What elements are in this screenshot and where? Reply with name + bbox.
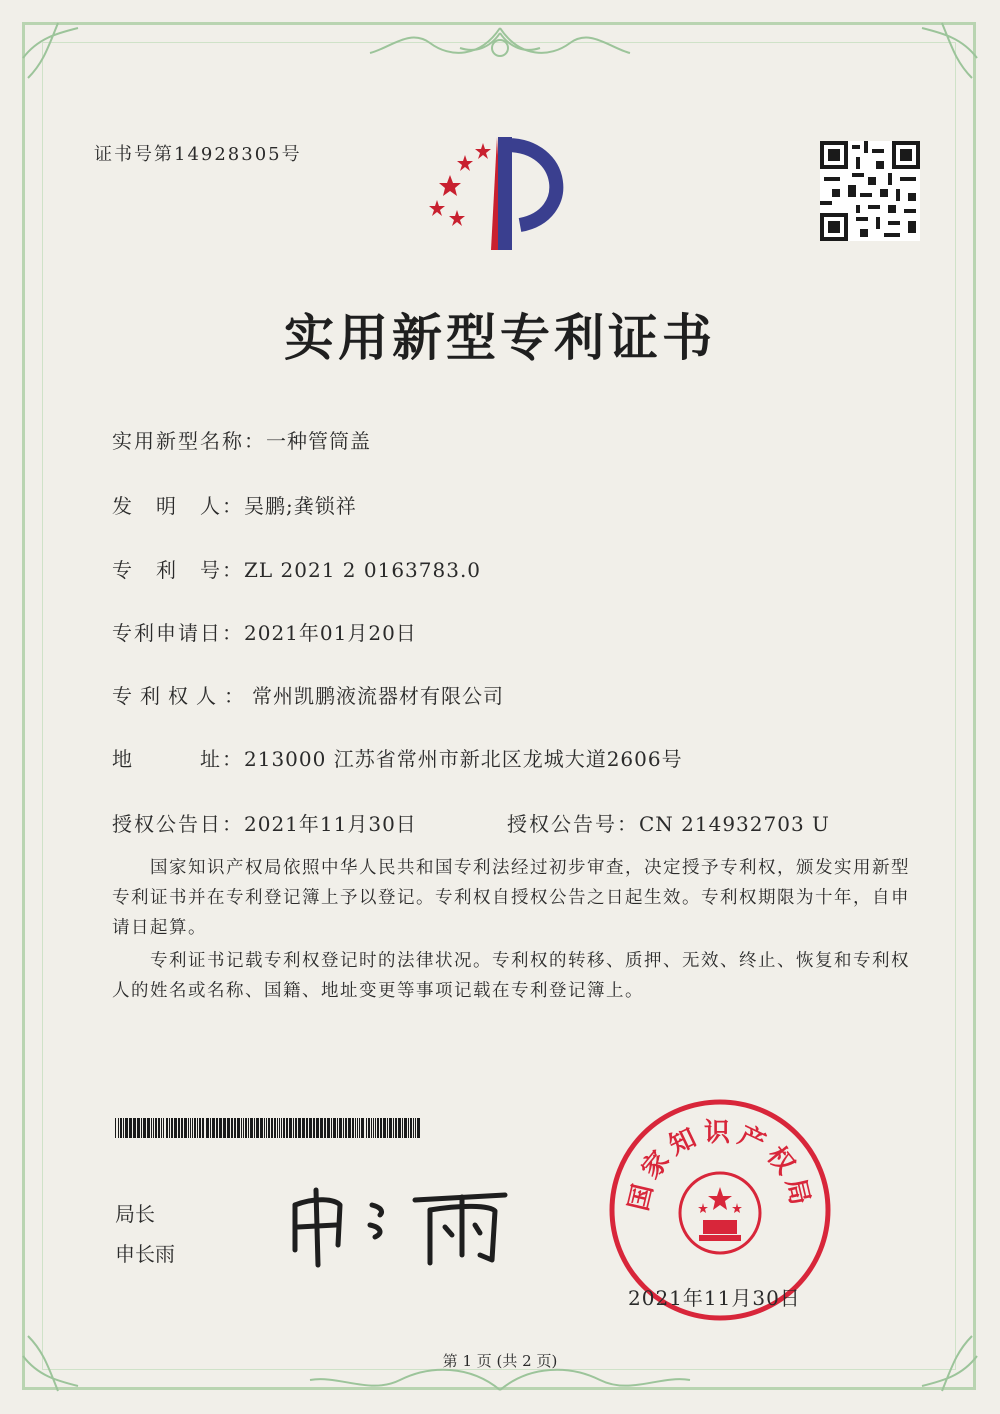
field-label: 授权公告日：: [112, 812, 244, 836]
field-label: 专利权人：: [112, 684, 252, 708]
field-value: ZL 2021 2 0163783.0: [244, 558, 482, 582]
signatory-name: 申长雨: [115, 1242, 175, 1266]
qr-code: [820, 140, 920, 242]
field-value: 一种管筒盖: [266, 429, 371, 453]
field-grant-number: [507, 808, 830, 837]
seal-text: 国家知识产权局: [623, 1118, 817, 1214]
field-patent-number: [112, 554, 481, 583]
legal-paragraph-1: 国家知识产权局依照中华人民共和国专利法经过初步审查，决定授予专利权，颁发实用新型专利证书并在专利登记簿上予以登记。专利权自授权公告之日起生效。专利权期限为十年，自申请日起算。: [112, 858, 910, 938]
field-application-date: [112, 617, 417, 646]
field-label: 发 明 人：: [112, 494, 244, 518]
field-value: CN 214932703 U: [639, 812, 830, 836]
field-inventor: [112, 490, 357, 519]
corner-ornament-tr: [902, 18, 982, 98]
field-label: 专 利 号：: [112, 558, 244, 582]
field-label: 实用新型名称：: [112, 429, 266, 453]
field-label: 专利申请日：: [112, 621, 244, 645]
field-value: 2021年11月30日: [244, 812, 417, 836]
top-ornament: [350, 18, 650, 78]
field-label: 地 址：: [112, 747, 244, 771]
handwritten-signature: [280, 1175, 520, 1270]
barcode: [115, 1118, 420, 1138]
field-value: 2021年01月20日: [244, 621, 417, 645]
field-label: 授权公告号：: [507, 812, 639, 836]
certificate-number: 证书号第14928305号: [94, 144, 302, 165]
field-value: 常州凯鹏液流器材有限公司: [252, 684, 504, 708]
patent-office-logo: [425, 125, 585, 255]
certificate-title: 实用新型专利证书: [284, 308, 716, 367]
field-value: 213000 江苏省常州市新北区龙城大道2606号: [244, 747, 683, 771]
seal-date: 2021年11月30日: [628, 1286, 801, 1310]
field-patentee: [112, 680, 504, 709]
signatory-role: 局长: [115, 1202, 155, 1226]
corner-ornament-tl: [18, 18, 98, 98]
field-grant-date: [112, 808, 417, 837]
field-utility-model-name: [112, 425, 371, 454]
legal-paragraph-2: 专利证书记载专利权登记时的法律状况。专利权的转移、质押、无效、终止、恢复和专利权人的姓名或名称、国籍、地址变更等事项记载在专利登记簿上。: [112, 951, 910, 1001]
page-number: 第 1 页 (共 2 页): [442, 1352, 558, 1370]
field-address: [112, 743, 683, 772]
field-value: 吴鹏;龚锁祥: [244, 494, 357, 518]
